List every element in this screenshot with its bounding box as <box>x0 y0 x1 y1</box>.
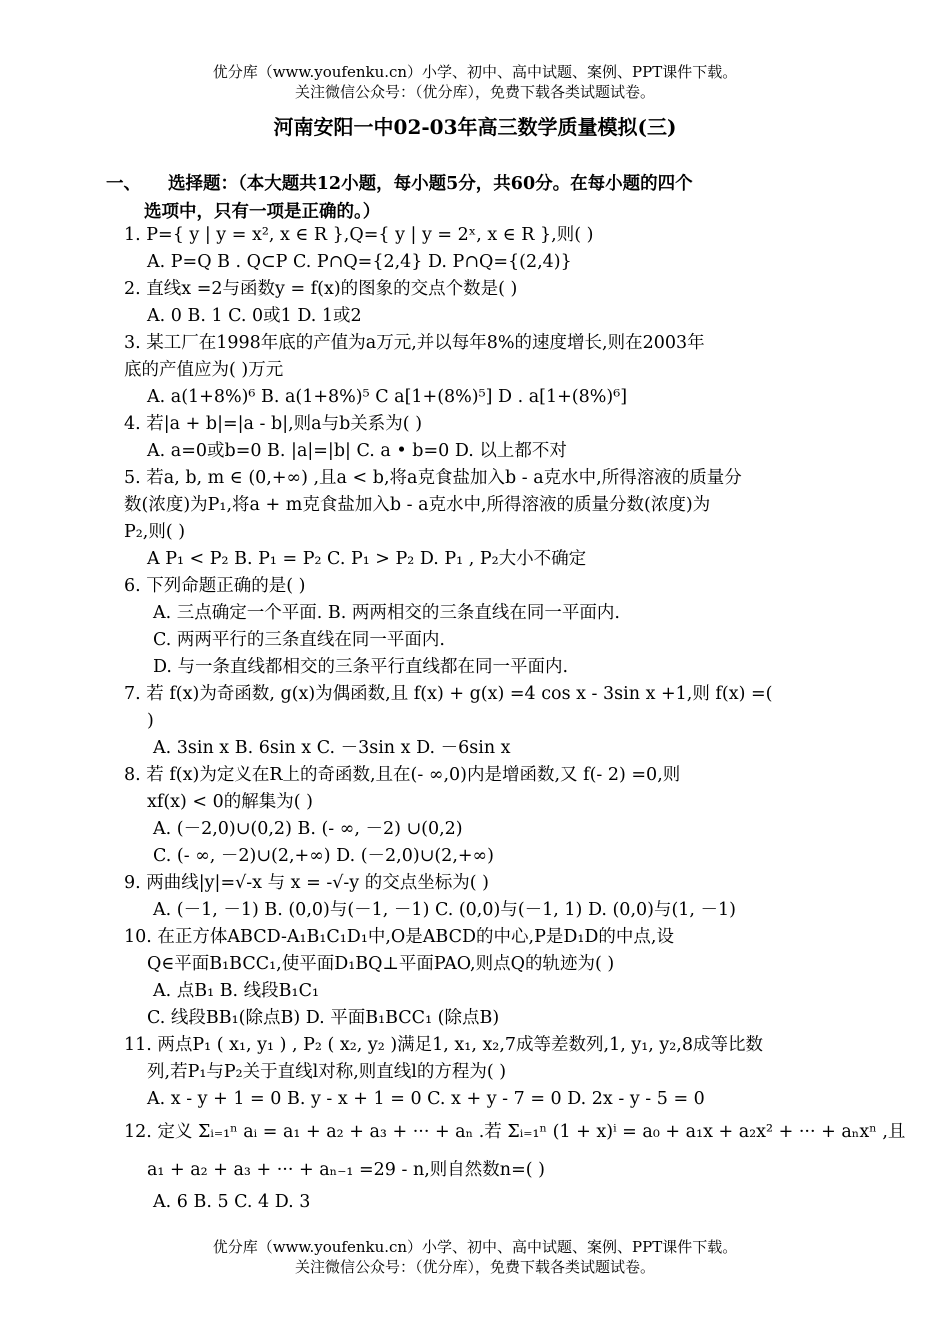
section-number: 一、 <box>106 174 141 194</box>
question-6 <box>124 573 844 681</box>
question-stem-continued: 数(浓度)为P₁,将a + m克食盐加入b - a克水中,所得溶液的质量分数(浓度)为 <box>124 495 711 515</box>
site-header <box>0 62 950 102</box>
section-instructions-line-2: 选项中，只有一项是正确的。） <box>144 202 381 222</box>
question-option-ab: A. 三点确定一个平面. B. 两两相交的三条直线在同一平面内. <box>153 603 620 623</box>
header-line-1: 优分库（www.youfenku.cn）小学、初中、高中试题、案例、PPT课件下载。 <box>212 63 738 81</box>
question-stem-continued: Q∈平面B₁BCC₁,使平面D₁BQ⊥平面PAO,则点Q的轨迹为( ) <box>147 954 615 974</box>
question-options-ab: A. (－2,0)∪(0,2) B. (- ∞, －2) ∪(0,2) <box>153 819 463 839</box>
question-stem-continued: P₂,则( ) <box>124 522 186 542</box>
question-stem: 11. 两点P₁ ( x₁, y₁ ) , P₂ ( x₂, y₂ )满足1, x₁, x₂,7成等差数列,1, y₁, y₂,8成等比数 <box>124 1035 763 1055</box>
question-5 <box>124 465 844 573</box>
question-4 <box>124 411 844 465</box>
question-options: A P₁ < P₂ B. P₁ = P₂ C. P₁ > P₂ D. P₁ , P₂大小不确定 <box>147 549 587 569</box>
question-options: A. P=Q B . Q⊂P C. P∩Q={2,4} D. P∩Q={(2,4)} <box>147 252 572 272</box>
question-options: A. 3sin x B. 6sin x C. －3sin x D. －6sin x <box>153 738 511 758</box>
question-stem-continued: xf(x) < 0的解集为( ) <box>147 792 314 812</box>
section-heading <box>106 170 846 226</box>
question-stem-continued: 列,若P₁与P₂关于直线l对称,则直线l的方程为( ) <box>147 1062 507 1082</box>
question-options: A. 0 B. 1 C. 0或1 D. 1或2 <box>147 306 362 326</box>
question-stem: 8. 若 f(x)为定义在R上的奇函数,且在(- ∞,0)内是增函数,又 f(- 2) =0,则 <box>124 765 681 785</box>
question-12 <box>124 1113 906 1216</box>
question-options-cd: C. 线段BB₁(除点B) D. 平面B₁BCC₁ (除点B) <box>147 1008 500 1028</box>
question-7 <box>124 681 844 762</box>
site-footer <box>0 1237 950 1277</box>
question-stem: 1. P={ y | y = x², x ∈ R },Q={ y | y = 2ˣ, x ∈ R },则( ) <box>124 225 594 245</box>
question-options-cd: C. (- ∞, －2)∪(2,+∞) D. (－2,0)∪(2,+∞) <box>153 846 494 866</box>
question-stem-continued: 底的产值应为( )万元 <box>124 360 284 380</box>
question-stem-continued: ) <box>147 711 154 731</box>
question-stem: 10. 在正方体ABCD-A₁B₁C₁D₁中,O是ABCD的中心,P是D₁D的中点,设 <box>124 927 674 947</box>
question-stem: 2. 直线x =2与函数y = f(x)的图象的交点个数是( ) <box>124 279 518 299</box>
question-11 <box>124 1032 844 1113</box>
question-3 <box>124 330 844 411</box>
question-stem: 5. 若a, b, m ∈ (0,+∞) ,且a < b,将a克食盐加入b - a克水中,所得溶液的质量分 <box>124 468 742 488</box>
question-options: A. (－1, －1) B. (0,0)与(－1, －1) C. (0,0)与(－1, 1) D. (0,0)与(1, －1) <box>153 900 737 920</box>
footer-line-2: 关注微信公众号：（优分库），免费下载各类试题试卷。 <box>294 1258 655 1276</box>
question-option-c: C. 两两平行的三条直线在同一平面内. <box>153 630 445 650</box>
question-options: A. 6 B. 5 C. 4 D. 3 <box>153 1192 311 1212</box>
question-stem: 3. 某工厂在1998年底的产值为a万元,并以每年8%的速度增长,则在2003年 <box>124 333 705 353</box>
question-stem: 12. 定义 Σᵢ₌₁ⁿ aᵢ = a₁ + a₂ + a₃ + ··· + aₙ .若 Σᵢ₌₁ⁿ (1 + x)ⁱ = a₀ + a₁x + a₂x² + ··· + aₙxⁿ ,且 <box>124 1122 906 1142</box>
question-2 <box>124 276 844 330</box>
question-options: A. a(1+8%)⁶ B. a(1+8%)⁵ C a[1+(8%)⁵] D . a[1+(8%)⁶] <box>147 387 628 407</box>
question-stem: 6. 下列命题正确的是( ) <box>124 576 306 596</box>
question-9 <box>124 870 844 924</box>
question-stem: 9. 两曲线|y|=√-x 与 x = -√-y 的交点坐标为( ) <box>124 873 489 893</box>
question-8 <box>124 762 844 870</box>
section-instructions-line-1: 选择题：（本大题共12小题，每小题5分，共60分。在每小题的四个 <box>168 174 693 194</box>
footer-line-1: 优分库（www.youfenku.cn）小学、初中、高中试题、案例、PPT课件下载。 <box>212 1238 738 1256</box>
question-1 <box>124 222 844 276</box>
question-stem-continued: a₁ + a₂ + a₃ + ··· + aₙ₋₁ =29 - n,则自然数n=( ) <box>147 1160 545 1180</box>
header-line-2: 关注微信公众号：（优分库），免费下载各类试题试卷。 <box>294 83 655 101</box>
question-options-ab: A. 点B₁ B. 线段B₁C₁ <box>153 981 319 1001</box>
question-stem: 7. 若 f(x)为奇函数, g(x)为偶函数,且 f(x) + g(x) =4 cos x - 3sin x +1,则 f(x) =( <box>124 684 773 704</box>
question-options: A. x - y + 1 = 0 B. y - x + 1 = 0 C. x + y - 7 = 0 D. 2x - y - 5 = 0 <box>147 1089 705 1109</box>
question-stem: 4. 若|a + b|=|a - b|,则a与b关系为( ) <box>124 414 423 434</box>
question-list <box>124 222 906 1216</box>
exam-title: 河南安阳一中02-03年高三数学质量模拟(三) <box>273 115 677 139</box>
question-option-d: D. 与一条直线都相交的三条平行直线都在同一平面内. <box>153 657 569 677</box>
question-10 <box>124 924 844 1032</box>
question-options: A. a=0或b=0 B. |a|=|b| C. a • b=0 D. 以上都不对 <box>147 441 567 461</box>
